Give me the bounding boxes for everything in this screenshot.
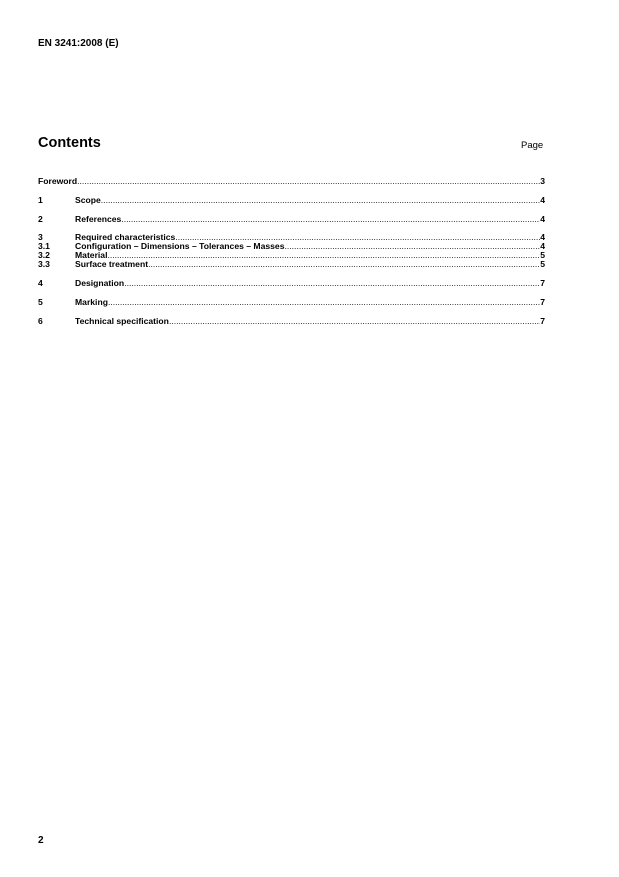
- toc-entry-number: 4: [38, 278, 43, 288]
- toc-entry-title: Technical specification: [75, 316, 169, 326]
- toc-entry-title: Designation: [75, 278, 125, 288]
- toc-entry-page: 4: [540, 195, 545, 205]
- toc-entry-title: Foreword: [38, 176, 78, 186]
- toc-entry-material[interactable]: [38, 251, 545, 260]
- dot-leader: [124, 278, 540, 288]
- toc-entry-number: 1: [38, 195, 43, 205]
- toc-entry-title: Marking: [75, 297, 108, 307]
- toc-entry-page: 5: [540, 260, 545, 269]
- toc-entry-page: 7: [540, 316, 545, 326]
- toc-entry-page: 4: [540, 214, 545, 224]
- toc-entry-foreword[interactable]: [38, 176, 545, 186]
- dot-leader: [77, 176, 540, 186]
- dot-leader: [101, 195, 540, 205]
- toc-entry-number: 3.2: [38, 251, 50, 260]
- toc-entry-title: References: [75, 214, 122, 224]
- toc-entry-number: 6: [38, 316, 43, 326]
- toc-entry-designation[interactable]: [38, 278, 545, 288]
- toc-entry-title: Material: [75, 251, 108, 260]
- toc-entry-title: Scope: [75, 195, 101, 205]
- page-column-label: Page: [521, 140, 544, 151]
- toc-entry-title: Configuration – Dimensions – Tolerances – Masses: [75, 242, 285, 251]
- document-id: EN 3241:2008 (E): [38, 38, 119, 49]
- toc-entry-number: 3.1: [38, 242, 50, 251]
- dot-leader: [148, 260, 540, 269]
- toc-entry-number: 5: [38, 297, 43, 307]
- toc-entry-technical-specification[interactable]: [38, 316, 545, 326]
- toc-entry-required-characteristics[interactable]: [38, 233, 545, 242]
- toc-entry-page: 4: [540, 233, 545, 242]
- dot-leader: [107, 251, 540, 260]
- toc-entry-page: 5: [540, 251, 545, 260]
- toc-entry-page: 3: [540, 176, 545, 186]
- dot-leader: [121, 214, 540, 224]
- toc-entry-references[interactable]: [38, 214, 545, 224]
- toc-entry-page: 4: [540, 242, 545, 251]
- toc-entry-title: Surface treatment: [75, 260, 149, 269]
- toc-entry-scope[interactable]: [38, 195, 545, 205]
- toc-entry-title: Required characteristics: [75, 233, 176, 242]
- table-of-contents: [38, 176, 545, 326]
- toc-entry-page: 7: [540, 278, 545, 288]
- toc-entry-number: 3.3: [38, 260, 50, 269]
- dot-leader: [169, 316, 540, 326]
- toc-entry-number: 2: [38, 214, 43, 224]
- toc-entry-page: 7: [540, 297, 545, 307]
- toc-entry-marking[interactable]: [38, 297, 545, 307]
- toc-entry-number: 3: [38, 233, 43, 242]
- dot-leader: [175, 233, 540, 242]
- contents-heading: Contents: [38, 135, 101, 151]
- dot-leader: [285, 242, 541, 251]
- dot-leader: [108, 297, 540, 307]
- toc-entry-surface-treatment[interactable]: [38, 260, 545, 269]
- page-number: 2: [38, 835, 44, 846]
- toc-entry-configuration[interactable]: [38, 242, 545, 251]
